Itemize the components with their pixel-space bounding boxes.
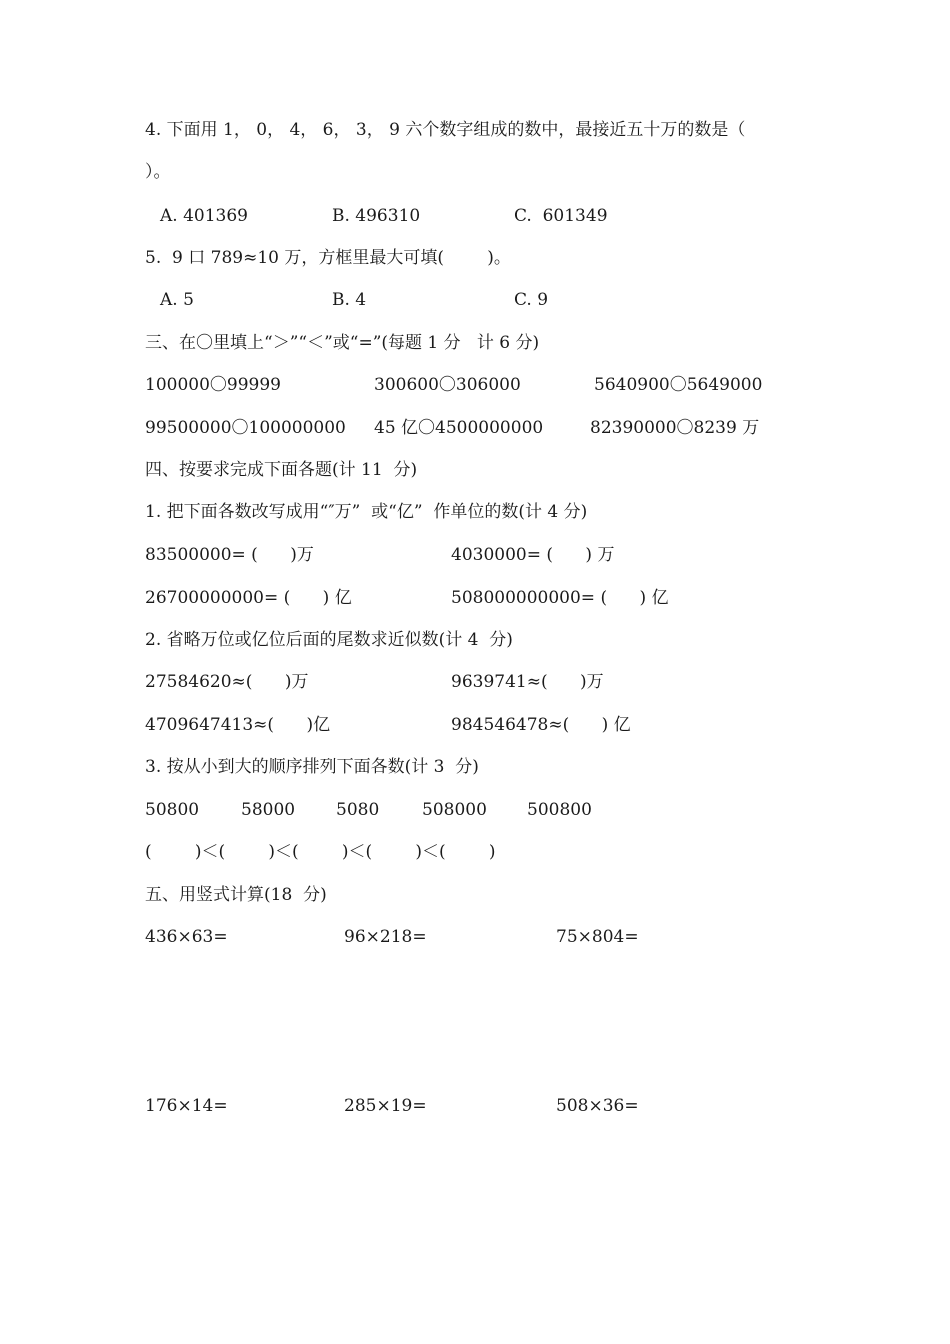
compare-item: 99500000〇100000000	[145, 418, 346, 438]
compare-item: 100000〇99999	[145, 375, 281, 395]
part-1-title: 1. 把下面各数改写成用“″万” 或“亿” 作单位的数(计 4 分)	[145, 502, 588, 522]
sort-number: 508000	[422, 800, 487, 820]
sort-number: 50800	[145, 800, 200, 820]
rewrite-item: 4030000= ( ) 万	[451, 545, 615, 565]
q4-option-a: A. 401369	[160, 206, 248, 226]
q5-option-c: C. 9	[514, 290, 549, 310]
q4-stem-line-1: 4. 下面用 1， 0， 4， 6， 3， 9 六个数字组成的数中，最接近五十万的数是（	[145, 120, 746, 140]
q5-stem: 5. 9 口 789≈10 万，方框里最大可填( )。	[145, 248, 511, 268]
sort-number: 500800	[527, 800, 592, 820]
sort-number: 5080	[336, 800, 380, 820]
compare-item: 5640900〇5649000	[594, 375, 763, 395]
q4-stem-line-2: ）。	[145, 162, 171, 182]
sort-blanks: ( )＜( )＜( )＜( )＜( )	[145, 842, 496, 862]
q4-option-c: C. 601349	[514, 206, 608, 226]
approx-item: 27584620≈( )万	[145, 672, 309, 692]
part-3-title: 3. 按从小到大的顺序排列下面各数(计 3 分)	[145, 757, 479, 777]
section-4-title: 四、按要求完成下面各题(计 11 分)	[145, 460, 418, 480]
section-5-title: 五、用竖式计算(18 分)	[145, 885, 327, 905]
part-2-title: 2. 省略万位或亿位后面的尾数求近似数(计 4 分)	[145, 630, 513, 650]
q5-option-a: A. 5	[160, 290, 194, 310]
calc-item: 436×63=	[145, 927, 228, 947]
calc-item: 285×19=	[344, 1096, 427, 1116]
q5-option-b: B. 4	[332, 290, 367, 310]
section-3-title: 三、在〇里填上“＞”“＜”或“=”(每题 1 分 计 6 分)	[145, 333, 540, 353]
compare-item: 82390000〇8239 万	[590, 418, 760, 438]
sort-number: 58000	[241, 800, 296, 820]
rewrite-item: 83500000= ( )万	[145, 545, 314, 565]
calc-item: 176×14=	[145, 1096, 228, 1116]
calc-item: 75×804=	[556, 927, 639, 947]
approx-item: 9639741≈( )万	[451, 672, 604, 692]
compare-item: 300600〇306000	[374, 375, 521, 395]
rewrite-item: 26700000000= ( ) 亿	[145, 588, 352, 608]
compare-item: 45 亿〇4500000000	[374, 418, 544, 438]
approx-item: 984546478≈( ) 亿	[451, 715, 631, 735]
calc-item: 96×218=	[344, 927, 427, 947]
q4-option-b: B. 496310	[332, 206, 421, 226]
rewrite-item: 508000000000= ( ) 亿	[451, 588, 669, 608]
approx-item: 4709647413≈( )亿	[145, 715, 331, 735]
calc-item: 508×36=	[556, 1096, 639, 1116]
